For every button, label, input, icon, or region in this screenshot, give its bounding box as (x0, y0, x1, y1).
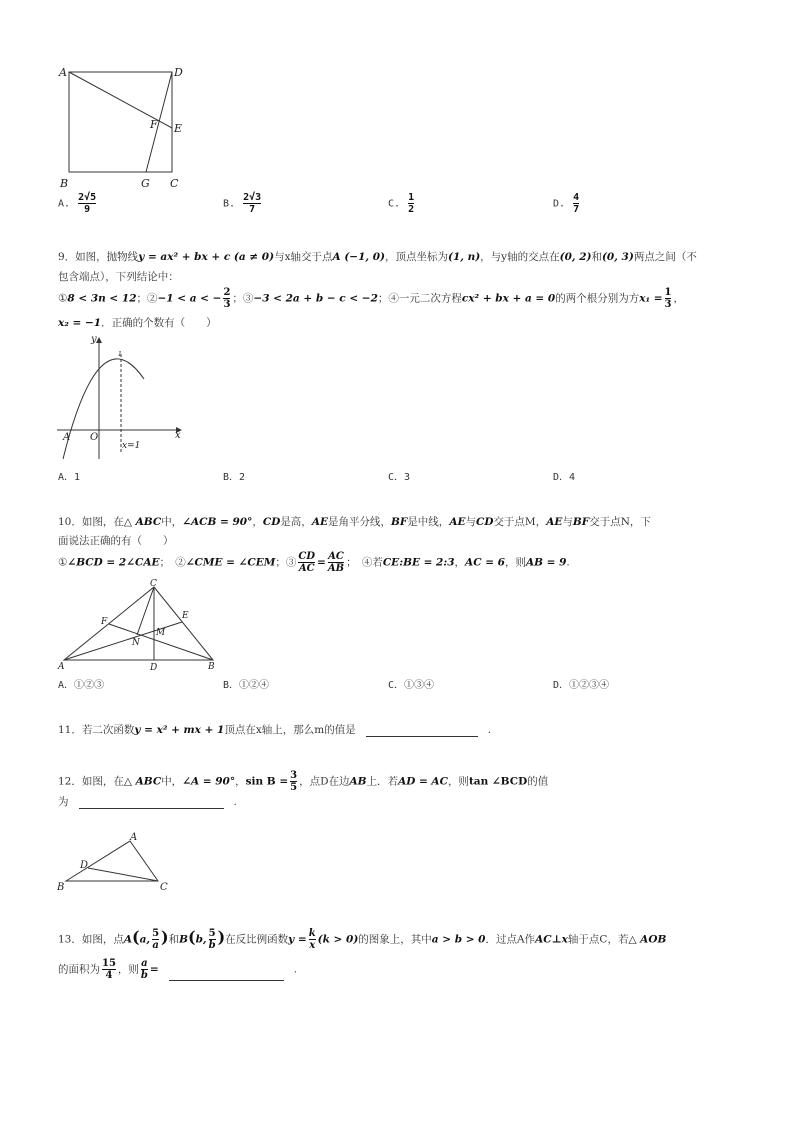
q8-label-d: D (174, 66, 183, 79)
q12-label-b: B (57, 882, 65, 893)
q9-parabola-graph (55, 334, 190, 459)
q13-stem-line2: 的面积为 $\frac{15}{4}$ ，则 $\frac{a}{b}$ = . (58, 958, 298, 981)
q12-label-d: D (80, 860, 89, 871)
q10-stem-line1: 10．如图，在△ ABC中，∠ACB = 90°，CD是高，AE是角平分线，BF是中线，AE与CD交于点M，AE与BF交于点N，下 (58, 516, 651, 528)
q8-option-b-fraction: $\frac{2√3}{7}$ (243, 192, 262, 215)
q10-label-c: C (150, 579, 157, 589)
q10-label-n: N (132, 638, 140, 648)
q8-label-b: B (60, 177, 69, 190)
q8-option-b[interactable]: B. $\frac{2√3}{7}$ (223, 192, 262, 215)
q8-label-f: F (150, 118, 158, 131)
q8-label-g: G (141, 177, 150, 190)
q10-option-d[interactable]: D．①②③④ (553, 680, 610, 691)
q9-stem-line2: 包含端点），下列结论中： (58, 271, 179, 283)
q8-option-d-fraction: $\frac{4}{7}$ (573, 192, 580, 215)
q9-origin-label: O (90, 432, 99, 443)
q11-stem: 11．若二次函数y = x² + mx + 1顶点在x轴上，那么m的值是 . (58, 724, 492, 736)
q8-option-a-fraction: $\frac{2√5}{9}$ (78, 192, 97, 215)
q13-answer-blank[interactable] (169, 970, 284, 981)
q8-option-c-fraction: $\frac{1}{2}$ (408, 192, 415, 215)
q10-option-a[interactable]: A．①②③ (58, 680, 105, 691)
q9-option-c[interactable]: C．3 (388, 472, 411, 483)
q10-label-m: M (156, 628, 166, 638)
q10-label-d: D (150, 663, 158, 672)
q9-stem-line4: x₂ = −1．正确的个数有（ ） (58, 317, 217, 329)
q10-label-b: B (208, 662, 215, 672)
q9-option-d[interactable]: D．4 (553, 472, 576, 483)
q8-option-c[interactable]: C. $\frac{1}{2}$ (388, 192, 415, 215)
q10-option-b[interactable]: B．①②④ (223, 680, 270, 691)
q10-triangle-figure (55, 577, 225, 672)
q12-label-a: A (130, 832, 138, 843)
q9-x-axis-label: x (175, 430, 181, 441)
q8-option-d[interactable]: D. $\frac{4}{7}$ (553, 192, 580, 215)
q9-conclusions: ①8 < 3n < 12；②−1 < a < − $\frac{2}{3}$ ；③−3 < 2a + b − c < −2；④一元二次方程cx² + bx + a = 0的两个根分别为方x₁ = $\frac{1}{3}$ ， (58, 287, 684, 310)
q9-axis-of-symmetry-label: x=1 (122, 441, 141, 451)
q12-stem-line1: 12．如图，在△ ABC中，∠A = 90°，sin B = $\frac{3}{5}$ ，点D在边AB上．若AD = AC，则tan ∠BCD的值 (58, 770, 549, 793)
q10-label-a: A (58, 662, 65, 672)
q9-vertex-mark: 1 (118, 351, 122, 358)
q9-option-b[interactable]: B．2 (223, 472, 246, 483)
q10-option-c[interactable]: C．①③④ (388, 680, 435, 691)
q12-answer-blank[interactable] (79, 798, 224, 809)
q9-stem-line1: 9．如图，抛物线y = ax² + bx + c (a ≠ 0)与x轴交于点A (−1, 0)，顶点坐标为(1, n)，与y轴的交点在(0, 2)和(0, 3)两点之间（不 (58, 251, 697, 263)
q12-triangle-figure (55, 828, 175, 894)
q8-label-c: C (170, 177, 179, 190)
q10-statements: ①∠BCD = 2∠CAE； ②∠CME = ∠CEM；③ $\frac{CD}{AC}$ = $\frac{AC}{AB}$ ； ④若CE:BE = 2:3，AC = 6，则AB = 9. (58, 551, 570, 574)
q10-label-f: F (101, 617, 108, 627)
q8-square-figure (55, 62, 195, 192)
q13-stem-line1: 13．如图，点A(a, $\frac{5}{a}$ )和B(b, $\frac{5}{b}$ )在反比例函数y = $\frac{k}{x}$ (k > 0)的图象上，其中a > b > 0．过点A作AC⊥x轴于点C，若△ AOB (58, 927, 667, 951)
q10-label-e: E (182, 611, 189, 621)
q9-point-a-label: A (63, 432, 71, 443)
q12-label-c: C (160, 882, 168, 893)
q10-stem-line2: 面说法正确的有（ ） (58, 535, 174, 547)
q12-stem-line2: 为 . (58, 796, 237, 808)
q8-option-a[interactable]: A. $\frac{2√5}{9}$ (58, 192, 97, 215)
q9-option-a[interactable]: A．1 (58, 472, 81, 483)
q8-label-e: E (174, 122, 183, 135)
q11-answer-blank[interactable] (366, 726, 478, 737)
q8-label-a: A (59, 66, 67, 79)
q9-y-axis-label: y (91, 334, 97, 345)
